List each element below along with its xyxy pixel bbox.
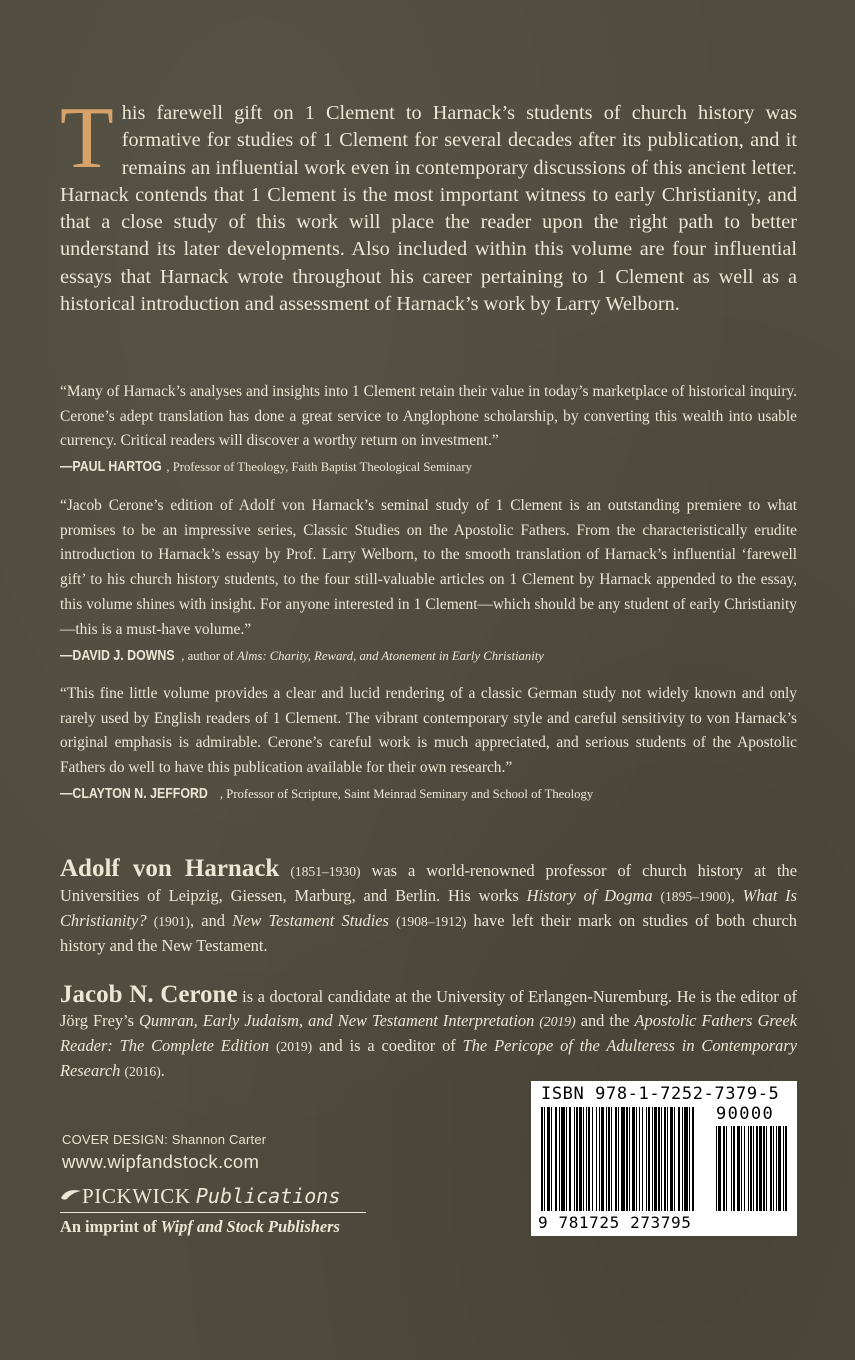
barcode	[531, 1081, 797, 1236]
quill-icon	[60, 1188, 82, 1202]
imprint-line: An imprint of Wipf and Stock Publishers	[60, 1217, 340, 1236]
endorser-affiliation: , Professor of Scripture, Saint Meinrad Seminary and School of Theology	[219, 787, 594, 801]
translator-name: Jacob N. Cerone	[60, 981, 238, 1008]
endorsement-quote-3: “This fine little volume provides a clear and lucid rendering of a classic German study not widely known and only rarely used by English readers of 1 Clement. The vibrant contemporary style and careful sensitivity to von Harnack’s original emphasis is admirable. Cerone’s careful work is much appreciated, and serious students of the Apostolic Fathers do well to have this publication available for their own research.”	[60, 685, 797, 777]
endorser-affiliation: , Professor of Theology, Faith Baptist Theological Seminary	[166, 460, 472, 474]
endorser-book-title: Alms: Charity, Reward, and Atonement in Early Christianity	[236, 649, 544, 663]
translator-bio: Jacob N. Cerone is a doctoral candidate at the University of Erlangen-Nuremburg. He is the editor of Jörg Frey’s Qumran, Early Judaism, and New Testament Interpretation (2019) and the Apostolic Fathers Greek Reader: The Complete Edition (2019) and is a coeditor of The Pericope of the Adulteress in Contemporary Research (2016).	[60, 981, 798, 1080]
endorsement-quote-1: “Many of Harnack’s analyses and insights into 1 Clement retain their value in today’s marketplace of historical inquiry. Cerone’s adept translation has done a great service to Anglophone scholarship, by converting this wealth into usable currency. Critical readers will discover a worthy return on investment.”	[60, 383, 797, 450]
imprint-name: Wipf and Stock Publishers	[160, 1217, 340, 1236]
barcode-number: 9 781725 273795	[538, 1213, 692, 1232]
barcode-addon-number: 90000	[716, 1104, 775, 1124]
publisher-name: PICKWICK	[82, 1184, 191, 1208]
endorsement-attribution-3	[60, 786, 593, 802]
endorser-name: —CLAYTON N. JEFFORD	[60, 786, 208, 802]
endorsement-attribution-2	[60, 648, 544, 664]
publisher-logo	[60, 1184, 366, 1209]
endorser-affiliation: , author of	[181, 649, 237, 663]
endorsement-quote-2: “Jacob Cerone’s edition of Adolf von Harnack’s seminal study of 1 Clement is an outstanding premiere to what promises to be an impressive series, Classic Studies on the Apostolic Fathers. From the characteristically erudite introduction to Harnack’s essay by Prof. Larry Welborn, to the smooth translation of Harnack’s influential ‘farewell gift’ to his church history students, to the four still-valuable articles on 1 Clement by Harnack appended to the essay, this volume shines with insight. For anyone interested in 1 Clement—which should be any student of early Christianity—this is a must-have volume.”	[60, 497, 797, 638]
isbn-label: ISBN 978-1-7252-7379-5	[541, 1084, 780, 1104]
cover-design-credit: COVER DESIGN: Shannon Carter	[62, 1132, 267, 1147]
publisher-divider	[60, 1212, 366, 1213]
endorser-name: —DAVID J. DOWNS	[60, 648, 175, 664]
author-bio: Adolf von Harnack (1851–1930) was a world-renowned professor of church history at the Universities of Leipzig, Giessen, Marburg, and Berlin. His works History of Dogma (1895–1900), What Is Christianity? (1901), and New Testament Studies (1908–1912) have left their mark on studies of both church history and the New Testament.	[60, 855, 797, 955]
endorsement-attribution-1	[60, 459, 472, 475]
blurb-text: his farewell gift on 1 Clement to Harnack’s students of church history was formative for studies of 1 Clement for several decades after its publication, and it remains an influential work even in contemporary discussions of this ancient letter. Harnack contends that 1 Clement is the most important witness to early Christianity, and that a close study of this work will place the reader upon the right path to better understand its later developments. Also included within this volume are four influential essays that Harnack wrote throughout his career pertaining to 1 Clement as well as a historical introduction and assessment of Harnack’s work by Larry Welborn.	[60, 102, 797, 316]
endorser-name: —PAUL HARTOG	[60, 459, 162, 475]
drop-cap: T	[60, 90, 114, 187]
publisher-suffix: Publications	[195, 1184, 341, 1208]
publisher-website: www.wipfandstock.com	[62, 1151, 260, 1172]
author-name: Adolf von Harnack	[60, 855, 280, 882]
description-blurb	[60, 90, 797, 318]
